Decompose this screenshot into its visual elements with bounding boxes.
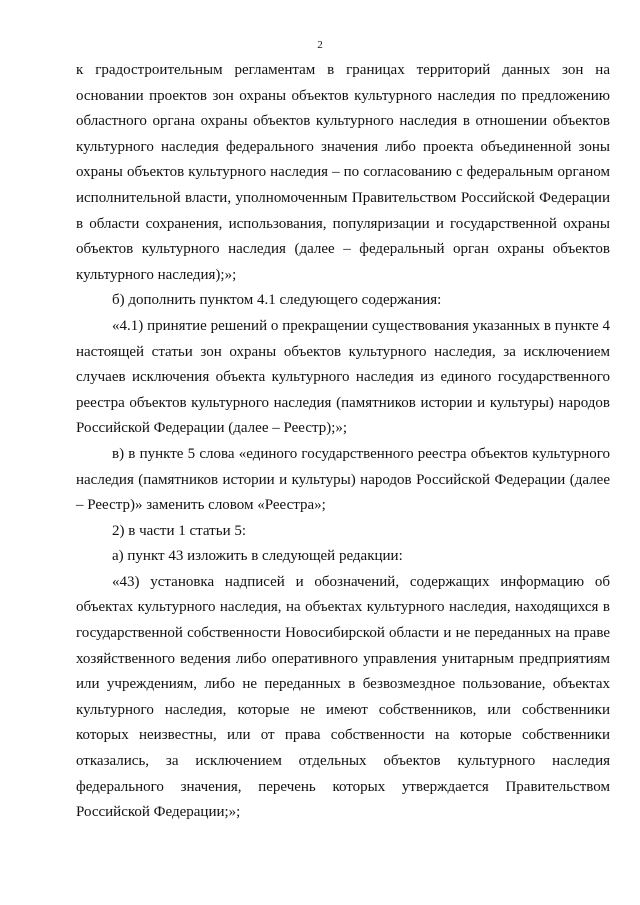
paragraph-item-2: 2) в части 1 статьи 5: xyxy=(112,522,247,539)
paragraph-item-b: б) дополнить пунктом 4.1 следующего содержания: xyxy=(112,292,442,309)
paragraph-item-a: а) пункт 43 изложить в следующей редакции: xyxy=(112,548,403,565)
paragraph-item-v: в) в пункте 5 слова «единого государственного реестра объектов культурного наследия (памятников истории и культуры) народов Российской Федерации (далее – Реестр)» заменить словом «Реестра»; xyxy=(76,445,610,514)
page-number: 2 xyxy=(317,39,323,51)
document-body xyxy=(76,58,610,826)
paragraph-continuation: к градостроительным регламентам в границах территорий данных зон на основании проектов зон охраны объектов культурного наследия по предложению областного органа охраны объектов культурного наследия в отношении объектов культурного наследия федерального значения либо проекта объединенной зоны охраны объектов культурного наследия – по согласованию с федеральным органом исполнительной власти, уполномоченным Правительством Российской Федерации в области сохранения, использования, популяризации и государственной охраны объектов культурного наследия (далее – федеральный орган охраны объектов культурного наследия);»; xyxy=(76,62,610,283)
paragraph-item-43: «43) установка надписей и обозначений, содержащих информацию об объектах культурного наследия, на объектах культурного наследия, находящихся в государственной собственности Новосибирской области и не переданных на праве хозяйственного ведения либо оперативного управления унитарным предприятиям или учреждениям, либо не переданных в безвозмездное пользование, объектах культурного наследия, которые не имеют собственников, или собственники которых неизвестны, или от права собственности на которые собственники отказались, за исключением отдельных объектов культурного наследия федерального значения, перечень которых утверждается Правительством Российской Федерации;»; xyxy=(76,573,610,821)
paragraph-item-4-1: «4.1) принятие решений о прекращении существования указанных в пункте 4 настоящей статьи зон охраны объектов культурного наследия, за исключением случаев исключения объекта культурного наследия из единого государственного реестра объектов культурного наследия (памятников истории и культуры) народов Российской Федерации (далее – Реестр);»; xyxy=(76,317,610,437)
